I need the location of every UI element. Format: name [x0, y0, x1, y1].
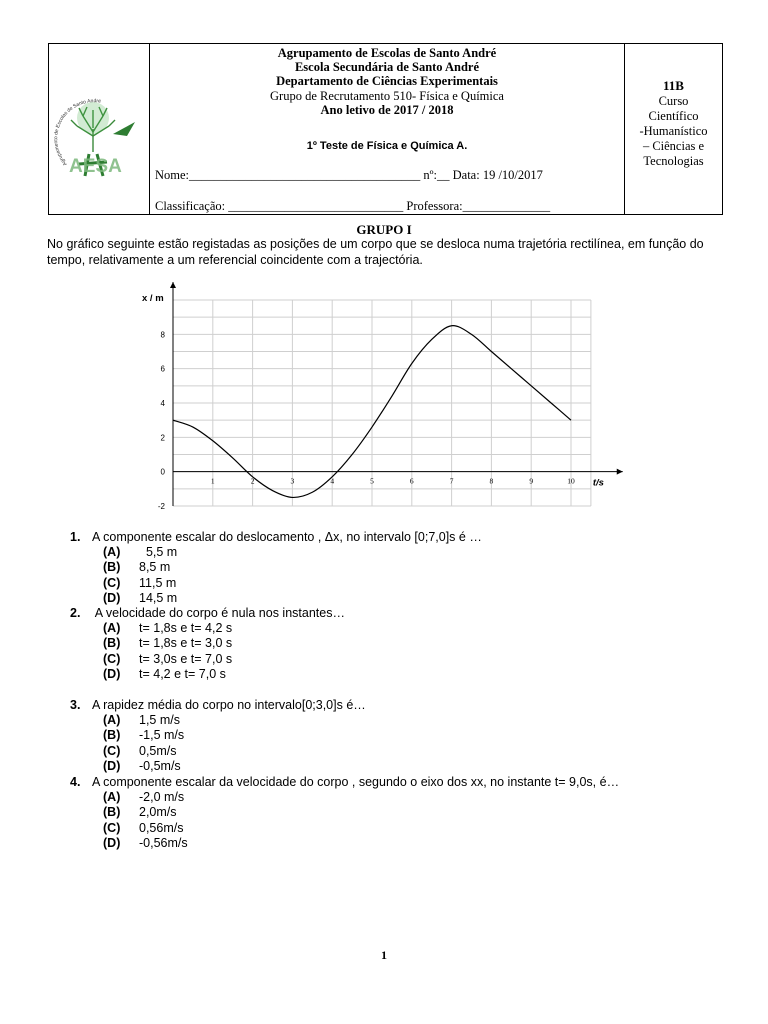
answer-option	[103, 636, 232, 651]
logo-mark-text: AESA	[69, 156, 122, 177]
question-text: A velocidade do corpo é nula nos instantes…	[92, 606, 345, 620]
question-text: A componente escalar do deslocamento , Δx, no intervalo [0;7,0]s é …	[92, 530, 482, 544]
question-number: 1.	[70, 530, 81, 544]
course-info	[625, 44, 722, 214]
x-axis-label: t/s	[592, 477, 604, 489]
answer-option	[103, 821, 183, 836]
course-line-3: -Humanístico	[639, 124, 708, 138]
course-line-4: – Ciências e	[642, 139, 705, 153]
answer-option	[103, 713, 180, 728]
group-title: GRUPO I	[356, 222, 412, 237]
answer-option	[103, 836, 188, 851]
question-text: A rapidez média do corpo no intervalo[0;3,0]s é…	[92, 698, 366, 712]
option-text: 14,5 m	[139, 590, 178, 605]
answer-option	[103, 621, 232, 636]
option-label: (D)	[103, 758, 121, 773]
test-title: 1º Teste de Física e Química A.	[306, 140, 468, 152]
y-axis-label: x / m	[142, 293, 164, 304]
recruitment-group: Grupo de Recrutamento 510- Física e Química	[270, 89, 504, 103]
option-label: (A)	[103, 713, 121, 727]
course-line-1: Curso	[658, 94, 689, 108]
department-name: Departamento de Ciências Experimentais	[276, 74, 498, 88]
x-tick-label: 6	[409, 476, 414, 486]
header-table	[48, 43, 723, 215]
option-text: 8,5 m	[139, 560, 171, 575]
question-number: 4.	[70, 775, 81, 789]
y-tick-label: 4	[160, 399, 165, 408]
class-code: 11B	[663, 78, 684, 93]
option-label: (B)	[103, 728, 121, 743]
option-label: (B)	[103, 636, 121, 651]
question-number: 2.	[70, 606, 81, 620]
school-name: Escola Secundária de Santo André	[294, 60, 480, 74]
option-text: t= 3,0s e t= 7,0 s	[139, 651, 233, 666]
answer-option	[103, 728, 184, 743]
question-number: 3.	[70, 698, 81, 712]
x-axis-arrow	[617, 469, 623, 475]
y-tick-label: 2	[160, 433, 165, 443]
x-tick-label: 1	[210, 476, 215, 486]
answer-option	[103, 545, 177, 560]
option-text: 0,5m/s	[139, 743, 177, 758]
option-text: 5,5 m	[139, 545, 178, 559]
option-label: (C)	[103, 575, 121, 590]
x-tick-label: 3	[290, 476, 295, 486]
option-label: (A)	[103, 790, 121, 804]
answer-option	[103, 790, 184, 805]
x-tick-label: 5	[370, 476, 374, 486]
option-label: (D)	[103, 835, 121, 850]
classification-row: Classificação: ____________________________ Professora:______________	[155, 199, 551, 213]
y-tick-label: 6	[160, 364, 165, 374]
answer-option	[103, 652, 232, 667]
logo-arc-text: Agrupamento de Escolas de Santo André	[53, 98, 102, 167]
position-time-chart	[138, 280, 638, 512]
option-label: (D)	[103, 666, 121, 681]
option-label: (C)	[103, 743, 121, 758]
page-number: 1	[381, 948, 387, 962]
name-field-row: Nome:_____________________________________ nº:__ Data: 19 /10/2017	[155, 168, 543, 182]
option-text: -0,5m/s	[139, 758, 181, 773]
answer-option	[103, 805, 177, 820]
course-line-2: Científico	[648, 109, 699, 123]
question-3	[70, 698, 366, 713]
option-label: (C)	[103, 651, 121, 666]
y-tick-label: 8	[160, 330, 165, 340]
question-text: A componente escalar da velocidade do corpo , segundo o eixo dos xx, no instante t= 9,0s, é…	[92, 775, 620, 789]
answer-option	[103, 759, 181, 774]
option-label: (A)	[103, 621, 121, 635]
answer-option	[103, 667, 226, 682]
option-text: t= 1,8s e t= 3,0 s	[139, 636, 233, 651]
school-logo	[49, 44, 150, 214]
question-1	[70, 530, 482, 545]
x-tick-label: 4	[330, 476, 335, 486]
tree-logo-icon	[49, 44, 149, 214]
option-label: (B)	[103, 560, 121, 575]
answer-option	[103, 591, 177, 606]
option-text: 11,5 m	[139, 575, 177, 590]
question-4	[70, 775, 619, 790]
school-year: Ano letivo de 2017 / 2018	[320, 103, 454, 117]
option-text: t= 1,8s e t= 4,2 s	[139, 621, 233, 635]
option-label: (C)	[103, 820, 121, 835]
y-tick-label: 0	[160, 467, 165, 477]
answer-option	[103, 744, 177, 759]
option-text: 1,5 m/s	[139, 713, 180, 727]
x-tick-label: 9	[529, 476, 534, 486]
course-line-5: Tecnologias	[643, 154, 704, 168]
y-tick-label: -2	[157, 502, 165, 511]
school-group-name: Agrupamento de Escolas de Santo André	[277, 46, 497, 60]
question-2	[70, 606, 345, 621]
option-text: 2,0m/s	[139, 805, 177, 820]
answer-option	[103, 560, 170, 575]
option-label: (D)	[103, 590, 121, 605]
option-text: -0,56m/s	[139, 835, 188, 850]
header-main	[150, 44, 625, 214]
answer-option	[103, 576, 176, 591]
x-tick-label: 10	[567, 476, 575, 486]
intro-text: No gráfico seguinte estão registadas as posições de um corpo que se desloca numa trajetória rectilínea, em função do tempo, relativamente a um referencial coincidente com a trajectória.	[47, 237, 704, 267]
option-label: (B)	[103, 805, 121, 820]
option-text: 0,56m/s	[139, 820, 184, 835]
x-tick-label: 7	[449, 476, 454, 486]
y-axis-arrow	[170, 282, 176, 288]
option-text: t= 4,2 e t= 7,0 s	[139, 666, 226, 681]
option-text: -1,5 m/s	[139, 728, 185, 743]
x-tick-label: 2	[250, 476, 255, 486]
x-tick-label: 8	[489, 476, 494, 486]
option-text: -2,0 m/s	[139, 790, 185, 804]
option-label: (A)	[103, 545, 121, 559]
